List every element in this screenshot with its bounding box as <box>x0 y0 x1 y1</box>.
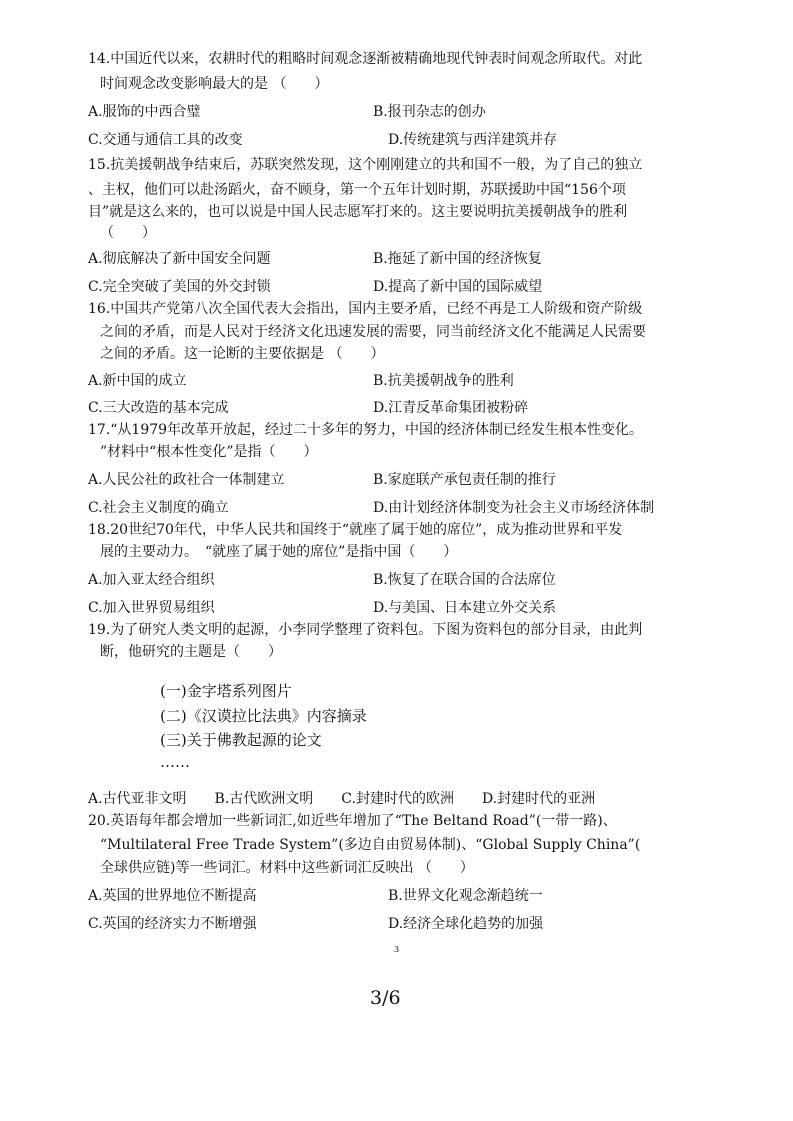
question-17-option-b: B.家庭联产承包责任制的推行 <box>373 472 556 488</box>
page-indicator: 3/6 <box>370 987 401 1009</box>
question-14-option-b: B.报刊杂志的创办 <box>373 104 486 120</box>
toc-item: (三)关于佛教起源的论文 <box>160 731 322 749</box>
question-16-stem-cont: 之间的矛盾，而是人民对于经济文化迅速发展的需要，同当前经济文化不能满足人民需要 <box>100 324 646 340</box>
question-15-option-c: C.完全突破了美国的外交封锁 <box>88 279 271 295</box>
question-18-stem-cont: 展的主要动力。 “就座了属于她的席位”是指中国（ ） <box>100 544 458 560</box>
question-16-option-b: B.抗美援朝战争的胜利 <box>373 373 514 389</box>
question-20-option-b: B.世界文化观念渐趋统一 <box>388 888 543 904</box>
toc-item: (一)金字塔系列图片 <box>160 682 292 700</box>
question-16-option-a: A.新中国的成立 <box>88 373 187 389</box>
question-19-stem: 19.为了研究人类文明的起源，小李同学整理了资料包。下图为资料包的部分目录，由此判 <box>88 622 643 638</box>
question-14-option-c: C.交通与通信工具的改变 <box>88 132 243 148</box>
question-20-option-a: A.英国的世界地位不断提高 <box>88 888 257 904</box>
question-15-option-a: A.彻底解决了新中国安全问题 <box>88 251 271 267</box>
small-page-number: 3 <box>394 945 400 954</box>
toc-item: …… <box>160 753 190 771</box>
toc-item: (二)《汉谟拉比法典》内容摘录 <box>160 707 367 725</box>
question-14-stem: 14.中国近代以来，农耕时代的粗略时间观念逐渐被精确地现代钟表时间观念所取代。对此 <box>88 51 643 67</box>
question-17-stem: 17.“从1979年改革开放起，经过二十多年的努力，中国的经济体制已经发生根本性变化。 <box>88 422 644 438</box>
question-18-option-d: D.与美国、日本建立外交关系 <box>373 600 557 616</box>
question-16-option-d: D.江青反革命集团被粉碎 <box>373 400 529 416</box>
question-14-option-d: D.传统建筑与西洋建筑并存 <box>388 132 558 148</box>
question-18-stem: 18.20世纪70年代，中华人民共和国终于“就座了属于她的席位”，成为推动世界和平发 <box>88 522 623 538</box>
question-15-stem-cont: 目”就是这么来的，也可以说是中国人民志愿军打来的。这主要说明抗美援朝战争的胜利 <box>88 204 628 220</box>
question-18-option-a: A.加入亚太经合组织 <box>88 572 215 588</box>
question-15-stem: 15.抗美援朝战争结束后，苏联突然发现，这个刚刚建立的共和国不一般，为了自己的独立 <box>88 157 643 173</box>
question-16-option-c: C.三大改造的基本完成 <box>88 400 229 416</box>
question-20-stem-cont: “Multilateral Free Trade System”(多边自由贸易体制)、“Global Supply China”( <box>100 837 641 853</box>
question-16-stem-cont: 之间的矛盾。这一论断的主要依据是 （ ） <box>100 346 385 362</box>
question-19-options: A.古代亚非文明 B.古代欧洲文明 C.封建时代的欧洲 D.封建时代的亚洲 <box>88 791 596 807</box>
question-17-option-d: D.由计划经济体制变为社会主义市场经济体制 <box>373 500 655 516</box>
question-19-stem-cont: 断，他研究的主题是（ ） <box>100 644 282 660</box>
question-14-option-a: A.服饰的中西合璧 <box>88 104 201 120</box>
question-17-stem-cont: ”材料中“根本性变化”是指（ ） <box>100 444 318 460</box>
question-14-stem-cont: 时间观念改变影响最大的是 （ ） <box>100 76 329 92</box>
question-18-option-c: C.加入世界贸易组织 <box>88 600 215 616</box>
question-15-stem-cont: 、主权，他们可以赴汤蹈火，奋不顾身，第一个五年计划时期，苏联援助中国“156个项 <box>88 182 626 198</box>
question-20-stem: 20.英语每年都会增加一些新词汇,如近些年增加了“The Beltand Road”(一带一路)、 <box>88 813 617 829</box>
question-17-option-a: A.人民公社的政社合一体制建立 <box>88 472 285 488</box>
question-20-stem-cont: 全球供应链)等一些词汇。材料中这些新词汇反映出 （ ） <box>100 860 474 876</box>
question-17-option-c: C.社会主义制度的确立 <box>88 500 229 516</box>
question-15-option-b: B.拖延了新中国的经济恢复 <box>373 251 542 267</box>
question-18-option-b: B.恢复了在联合国的合法席位 <box>373 572 556 588</box>
question-15-answer-blank: （ ） <box>100 225 156 241</box>
question-16-stem: 16.中国共产党第八次全国代表大会指出，国内主要矛盾，已经不再是工人阶级和资产阶级 <box>88 301 643 317</box>
question-20-option-d: D.经济全球化趋势的加强 <box>388 916 544 932</box>
question-15-option-d: D.提高了新中国的国际威望 <box>373 279 543 295</box>
question-20-option-c: C.英国的经济实力不断增强 <box>88 916 257 932</box>
